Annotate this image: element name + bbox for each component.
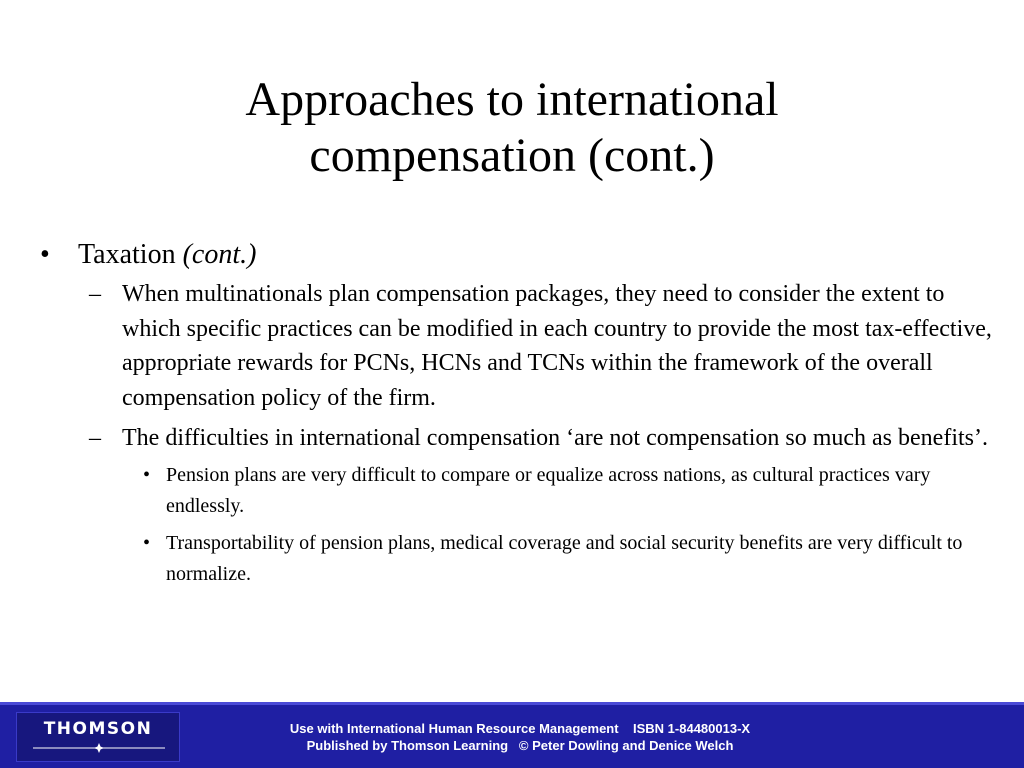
star-line-icon (29, 743, 169, 753)
footer-line-2: Published by Thomson Learning © Peter Dowling and Denice Welch (306, 738, 734, 753)
detail-pension-plans (143, 460, 996, 522)
footer-credits (220, 720, 820, 754)
detail-text: Transportability of pension plans, medical coverage and social security benefits are very difficult to normalize. (166, 531, 963, 585)
dash-icon: – (89, 281, 101, 307)
slide-title (0, 72, 1024, 184)
subpoint-text: The difficulties in international compensation ‘are not compensation so much as benefits’. (122, 425, 988, 451)
bullet-dot-icon: • (40, 239, 50, 270)
slide-title-line-1: Approaches to international (245, 73, 779, 126)
detail-transportability (143, 528, 996, 590)
detail-text: Pension plans are very difficult to compare or equalize across nations, as cultural practices vary endlessly. (166, 463, 931, 517)
slide-body (0, 238, 1024, 590)
heading-text: Taxation (78, 239, 183, 270)
logo-wordmark: THOMSON (43, 719, 153, 739)
thomson-logo (16, 712, 180, 762)
footer-line-1: Use with International Human Resource Management ISBN 1-84480013-X (289, 721, 751, 736)
dash-icon: – (89, 425, 101, 451)
slide-title-line-2: compensation (cont.) (309, 129, 715, 182)
bullet-taxation (40, 238, 1024, 272)
subpoint-benefits-difficulties (89, 421, 1002, 456)
bullet-dot-icon: • (143, 463, 151, 486)
heading-emphasis: (cont.) (182, 239, 257, 270)
footer-divider (0, 702, 1024, 705)
subpoint-tax-effective-rewards (89, 277, 1002, 415)
subpoint-text: When multinationals plan compensation packages, they need to consider the extent to which specific practices can be modified in each country to provide the most tax-effective, appropriate rewards for PCNs, HCNs and TCNs within the framework of the overall compensation policy of the firm. (122, 281, 992, 411)
footer-bar (0, 702, 1024, 768)
bullet-dot-icon: • (143, 531, 151, 554)
